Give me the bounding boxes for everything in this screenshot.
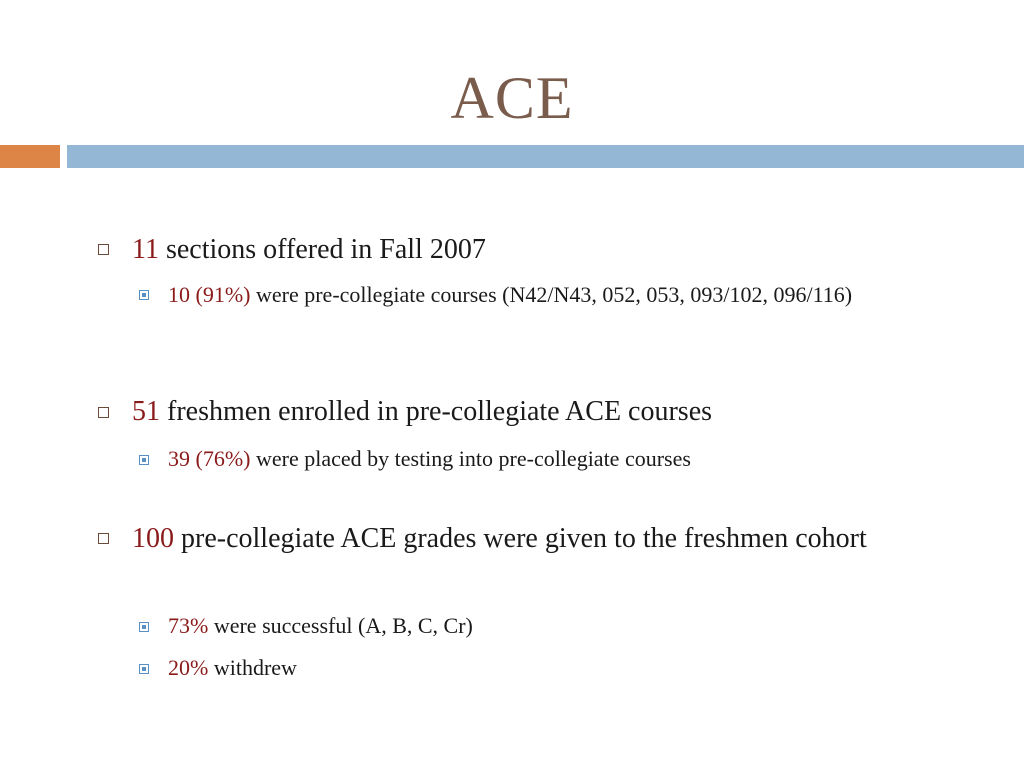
sub-bullet-text: were pre-collegiate courses (N42/N43, 052, 053, 093/102, 096/116) xyxy=(250,282,853,307)
bullet-square-icon xyxy=(98,244,109,255)
sub-bullet-highlight: 73% xyxy=(168,613,209,638)
sub-bullet-highlight: 10 (91%) xyxy=(168,282,251,307)
bullet-item xyxy=(132,519,952,558)
sub-bullet-item xyxy=(168,651,968,684)
sub-bullet-item xyxy=(168,442,968,475)
bullet-highlight: 51 xyxy=(132,396,160,427)
bullet-square-icon xyxy=(98,407,109,418)
title-accent-bar-orange xyxy=(0,145,60,168)
sub-bullet-item xyxy=(168,609,968,642)
sub-bullet-item xyxy=(168,278,968,311)
bullet-highlight: 100 xyxy=(132,523,174,554)
sub-bullet-highlight: 20% xyxy=(168,655,209,680)
slide-title: ACE xyxy=(450,65,574,131)
title-accent-bar-blue xyxy=(67,145,1024,168)
sub-bullet-text: were successful (A, B, C, Cr) xyxy=(208,613,473,638)
bullet-text: freshmen enrolled in pre-collegiate ACE courses xyxy=(160,396,713,427)
sub-bullet-square-icon xyxy=(139,622,149,632)
sub-bullet-text: were placed by testing into pre-collegiate courses xyxy=(250,446,691,471)
bullet-item xyxy=(132,230,952,269)
sub-bullet-square-icon xyxy=(139,664,149,674)
bullet-text: sections offered in Fall 2007 xyxy=(158,234,486,265)
bullet-square-icon xyxy=(98,533,109,544)
sub-bullet-text: withdrew xyxy=(208,655,297,680)
bullet-text: pre-collegiate ACE grades were given to the freshmen cohort xyxy=(174,523,867,554)
sub-bullet-highlight: 39 (76%) xyxy=(168,446,251,471)
bullet-highlight: 11 xyxy=(132,234,159,265)
sub-bullet-square-icon xyxy=(139,455,149,465)
sub-bullet-square-icon xyxy=(139,290,149,300)
bullet-item xyxy=(132,392,952,431)
